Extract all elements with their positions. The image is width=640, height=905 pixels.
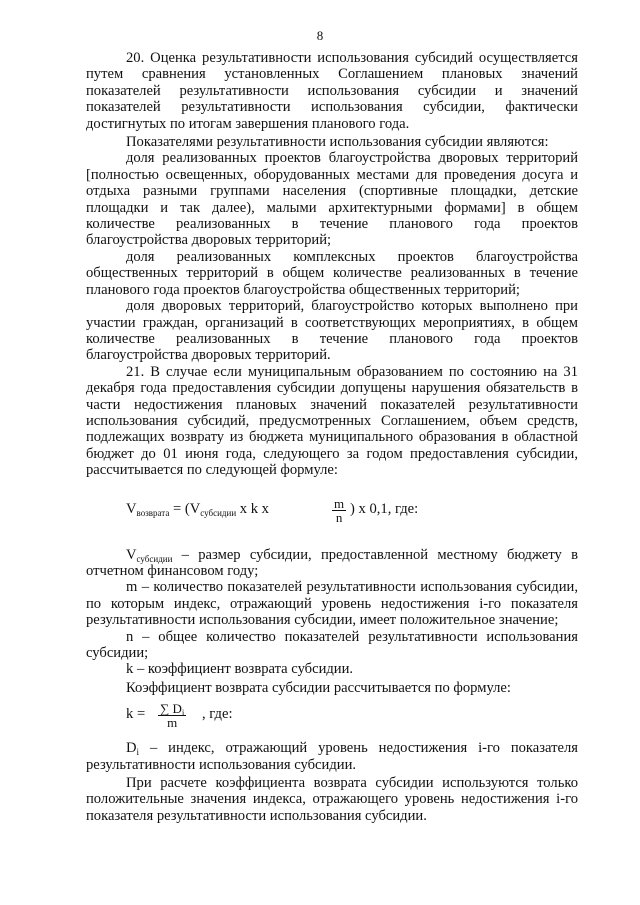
return-coefficient-formula bbox=[126, 701, 578, 731]
formula2-lhs: k = bbox=[126, 706, 146, 723]
page-number: 8 bbox=[316, 28, 324, 43]
formula1-tail: ) x 0,1, где: bbox=[350, 500, 419, 517]
formula1-fraction: $\frac{m}{n}$ bbox=[334, 495, 345, 525]
final-paragraph: При расчете коэффициента возврата субсидии используются только положительные значения индекса, отражающего уровень недостижения i-го показателя результативности использования субсидии. bbox=[86, 775, 578, 824]
definition-k: k – коэффициент возврата субсидии. bbox=[126, 661, 354, 678]
indicators-intro: Показателями результативности использования субсидии являются: bbox=[126, 134, 549, 151]
definition-m: m – количество показателей результативности использования субсидии, по которым индекс, отражающий уровень недостижения i-го показателя результативности использования субсидии, имеет положительное значение; bbox=[86, 579, 578, 629]
definition-di: $D_i$ – индекс, отражающий уровень недостижения i-го показателя результативности использования субсидии. bbox=[86, 740, 578, 773]
refund-volume-formula bbox=[126, 497, 578, 523]
paragraph-20: 20. Оценка результативности использования субсидий осуществляется путем сравнения установленных Соглашением плановых значений показателей результативности использования субсидии и значений показателей результативности использования субсидии, фактически достигнутых по итогам завершения планового года. bbox=[86, 50, 578, 132]
document-body bbox=[86, 50, 578, 824]
definition-n: n – общее количество показателей результативности использования субсидии; bbox=[86, 628, 578, 661]
definition-v-subsidy: $V_{субсидии}$ – размер субсидии, предоставленной местному бюджету в отчетном финансовом году; bbox=[86, 546, 578, 579]
indicator-2: доля реализованных комплексных проектов благоустройства общественных территорий в общем количестве реализованных в течение планового года проектов благоустройства общественных территорий; bbox=[86, 248, 578, 298]
formula2-fraction: $\frac{\sum D_i}{m}$ bbox=[160, 701, 185, 731]
k-formula-intro: Коэффициент возврата субсидии рассчитывается по формуле: bbox=[126, 679, 511, 696]
paragraph-21: 21. В случае если муниципальным образованием по состоянию на 31 декабря года предоставления субсидии допущены нарушения обязательств в части недостижения плановых значений показателей результативности использования субсидий, предусмотренных Соглашением, объем средств, подлежащих возврату из бюджета муниципального образования в областной бюджет до 01 июня года, следующего за годом предоставления субсидии, рассчитывается по следующей формуле: bbox=[86, 363, 578, 479]
indicator-3: доля дворовых территорий, благоустройство которых выполнено при участии граждан, организаций в соответствующих мероприятиях, в общем количестве реализованных в течение планового года проектов благоустройства дворовых территорий. bbox=[86, 298, 578, 364]
formula2-tail: , где: bbox=[202, 706, 233, 723]
indicator-1: доля реализованных проектов благоустройства дворовых территорий [полностью освещенных, оборудованных местами для проведения досуга и отдыха разными группами населения (спортивные площадки, детские площадки и так далее), малыми архитектурными формами] в общем количестве реализованных в течение планового года проектов благоустройства дворовых территорий; bbox=[86, 150, 578, 249]
formula1-left: $V_{возврата} = (V_{субсидии}$ x k x bbox=[126, 500, 269, 518]
